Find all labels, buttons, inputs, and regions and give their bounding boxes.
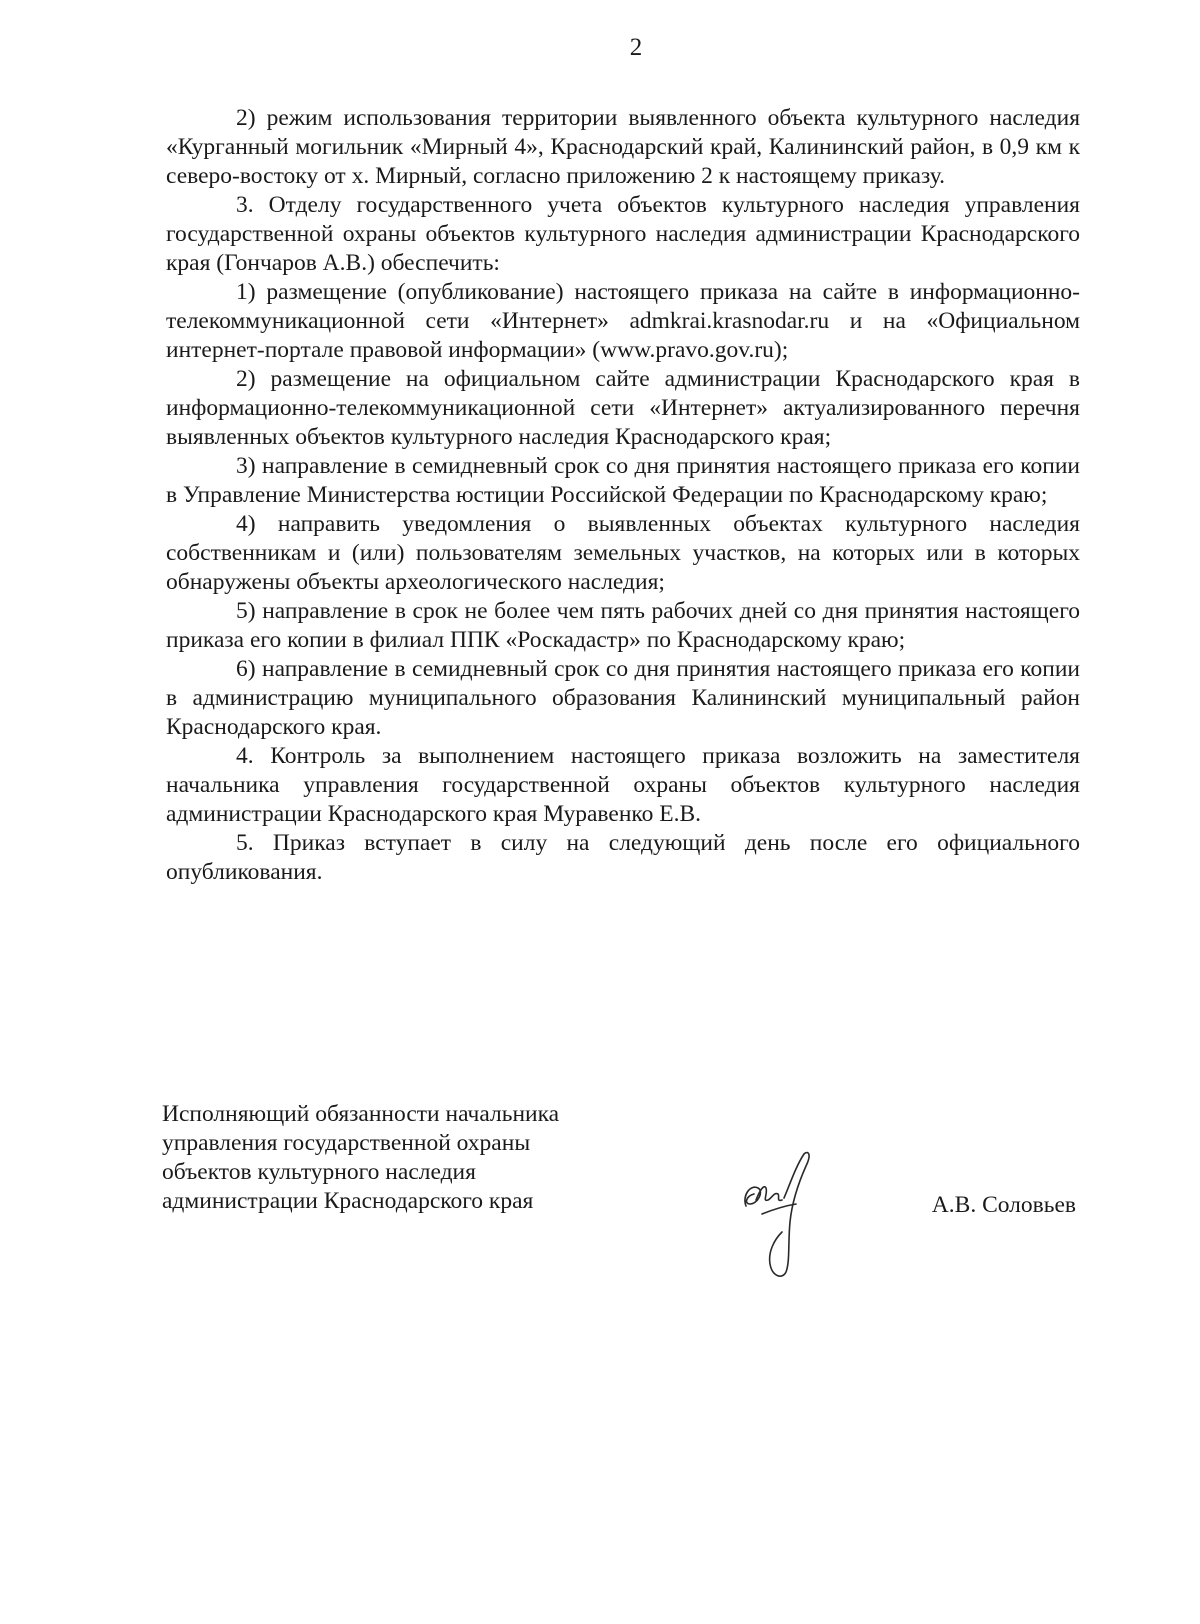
signer-name: А.В. Соловьев: [931, 1192, 1076, 1218]
paragraph-subitem-4: 4) направить уведомления о выявленных объектах культурного наследия собственникам и (или) пользователям земельных участков, на которых или в которых обнаружены объекты археологического наследия;: [166, 511, 1080, 595]
paragraph-subitem-3: 3) направление в семидневный срок со дня принятия настоящего приказа его копии в Управление Министерства юстиции Российской Федерации по Краснодарскому краю;: [166, 453, 1080, 508]
paragraph-item-3: 3. Отделу государственного учета объектов культурного наследия управления государственной охраны объектов культурного наследия администрации Краснодарского края (Гончаров А.В.) обеспечить:: [166, 192, 1080, 276]
signer-title-line: администрации Краснодарского края: [162, 1188, 534, 1214]
signer-title-line: управления государственной охраны: [162, 1130, 531, 1156]
signer-title-line: Исполняющий обязанности начальника: [162, 1101, 560, 1127]
document-body: [166, 104, 1080, 887]
signature-block: [162, 1100, 1080, 1300]
paragraph-subitem-6: 6) направление в семидневный срок со дня принятия настоящего приказа его копии в администрацию муниципального образования Калининский муниципальный район Краснодарского края.: [166, 656, 1080, 740]
paragraph-item-5: 5. Приказ вступает в силу на следующий день после его официального опубликования.: [166, 830, 1080, 885]
handwritten-signature-icon: [732, 1144, 822, 1284]
signer-title-line: объектов культурного наследия: [162, 1159, 476, 1185]
paragraph-subitem-1: 1) размещение (опубликование) настоящего приказа на сайте в информационно-телекоммуникационной сети «Интернет» admkrai.krasnodar.ru и на «Официальном интернет-портале правовой информации» (www.pravo.gov.ru);: [166, 279, 1080, 363]
page-number: 2: [629, 34, 643, 61]
paragraph-regime-usage: 2) режим использования территории выявленного объекта культурного наследия «Курганный могильник «Мирный 4», Краснодарский край, Калининский район, в 0,9 км к северо-востоку от х. Мирный, согласно приложению 2 к настоящему приказу.: [166, 105, 1080, 189]
paragraph-subitem-5: 5) направление в срок не более чем пять рабочих дней со дня принятия настоящего приказа его копии в филиал ППК «Роскадастр» по Краснодарскому краю;: [166, 598, 1080, 653]
signer-title: [162, 1100, 559, 1216]
paragraph-item-4: 4. Контроль за выполнением настоящего приказа возложить на заместителя начальника управления государственной охраны объектов культурного наследия администрации Краснодарского края Муравенко Е.В.: [166, 743, 1080, 827]
paragraph-subitem-2: 2) размещение на официальном сайте администрации Краснодарского края в информационно-телекоммуникационной сети «Интернет» актуализированного перечня выявленных объектов культурного наследия Краснодарского края;: [166, 366, 1080, 450]
